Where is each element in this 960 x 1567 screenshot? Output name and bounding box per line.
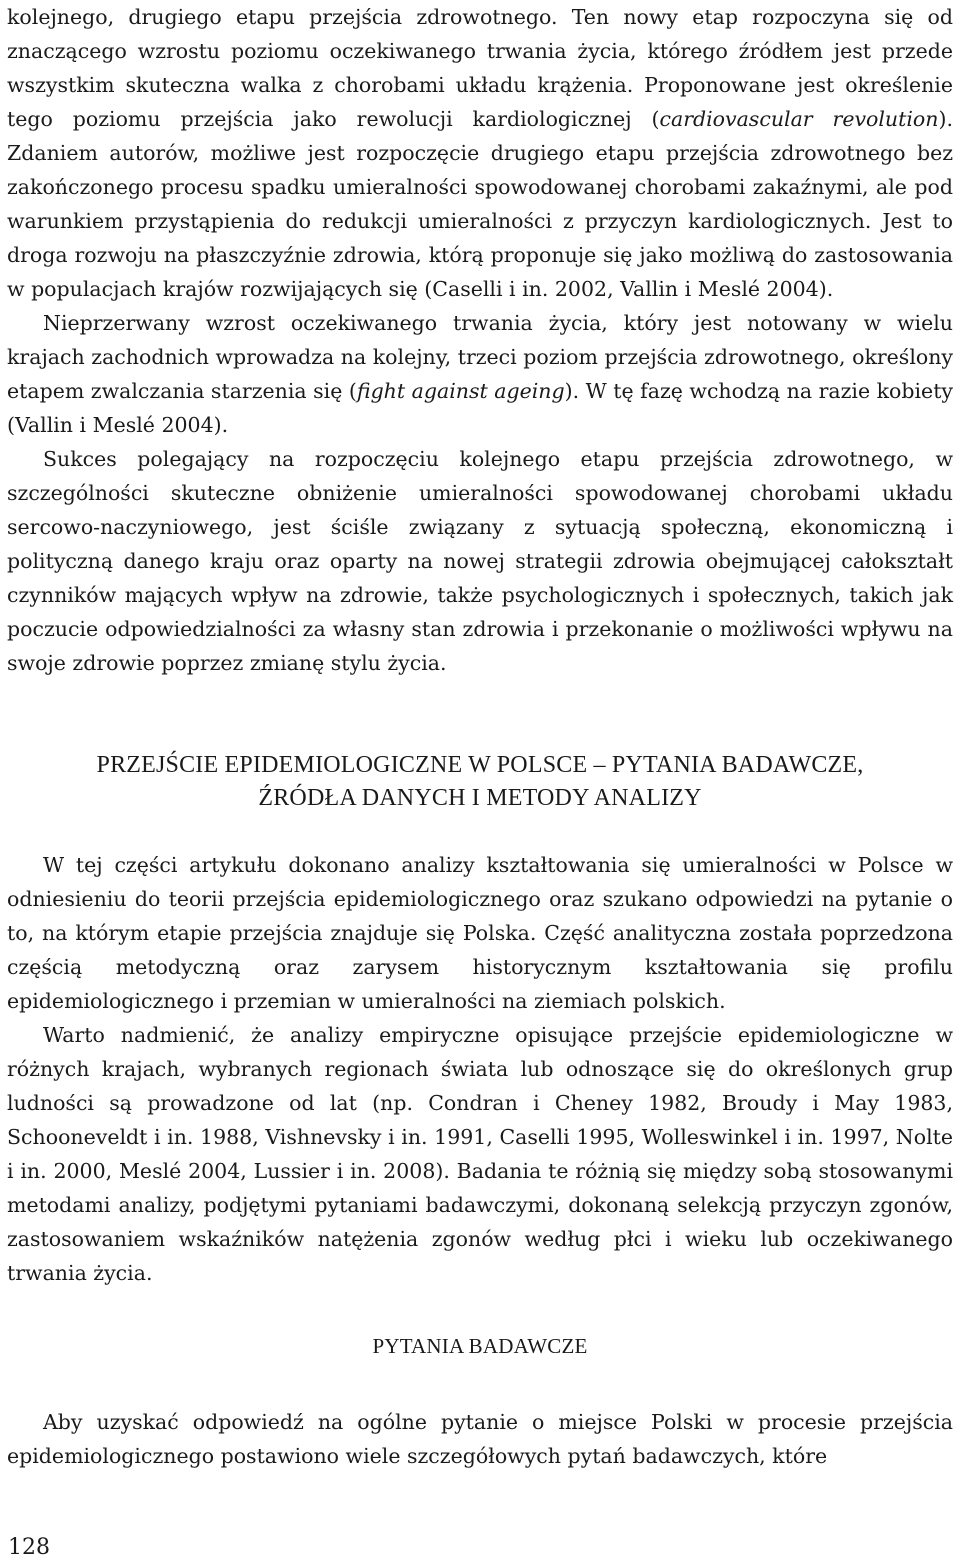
italic-term: fight against ageing	[356, 379, 565, 403]
paragraph	[7, 306, 953, 442]
paragraph	[7, 442, 953, 680]
text-run: ). Zdaniem autorów, możliwe jest rozpoczęcie drugiego etapu przejścia zdrowotnego bez zakończonego procesu spadku umieralności spowodowanej chorobami zakaźnymi, ale pod warunkiem przystąpienia do redukcji umieralności z przyczyn kardiologicznych. Jest to droga rozwoju na płaszczyźnie zdrowia, którą proponuje się jako możliwą do zastosowania w populacjach krajów rozwijających się (Caselli i in. 2002, Vallin i Meslé 2004).	[7, 107, 953, 301]
subsection-heading: PYTANIA BADAWCZE	[372, 1334, 588, 1358]
page-number: 128	[8, 1535, 50, 1560]
paragraph	[7, 1018, 953, 1290]
text-run: Sukces polegający na rozpoczęciu kolejnego etapu przejścia zdrowotnego, w szczególności skuteczne obniżenie umieralności spowodowanej chorobami układu sercowo-naczyniowego, jest ściśle związany z sytuacją społeczną, ekonomiczną i polityczną danego kraju oraz oparty na nowej strategii zdrowia obejmującej całokształt czynników mających wpływ na zdrowie, także psychologicznych i społecznych, takich jak poczucie odpowiedzialności za własny stan zdrowia i przekonanie o możliwości wpływu na swoje zdrowie poprzez zmianę stylu życia.	[7, 447, 953, 675]
page	[7, 0, 953, 1473]
text-run: kolejnego, drugiego etapu przejścia zdrowotnego. Ten nowy etap rozpoczyna się od znaczącego wzrostu poziomu oczekiwanego trwania życia, którego źródłem jest przede wszystkim skuteczna walka z chorobami układu krążenia. Proponowane jest określenie tego poziomu przejścia jako rewolucji kardiologicznej (	[7, 5, 953, 131]
section-heading-line-1: PRZEJŚCIE EPIDEMIOLOGICZNE W POLSCE – PYTANIA BADAWCZE,	[96, 752, 864, 778]
text-run: Aby uzyskać odpowiedź na ogólne pytanie o miejsce Polski w procesie przejścia epidemiologicznego postawiono wiele szczegółowych pytań badawczych, które	[7, 1410, 953, 1468]
section-heading	[7, 749, 953, 815]
paragraph	[7, 1405, 953, 1473]
text-run: W tej części artykułu dokonano analizy kształtowania się umieralności w Polsce w odniesieniu do teorii przejścia epidemiologicznego oraz szukano odpowiedzi na pytanie o to, na którym etapie przejścia znajduje się Polska. Część analityczna została poprzedzona częścią metodyczną oraz zarysem historycznym kształtowania się profilu epidemiologicznego i przemian w umieralności na ziemiach polskich.	[7, 853, 953, 1013]
italic-term: cardiovascular revolution	[659, 107, 939, 131]
paragraph	[7, 848, 953, 1018]
section-heading-line-2: ŹRÓDŁA DANYCH I METODY ANALIZY	[258, 785, 702, 811]
text-run: Warto nadmienić, że analizy empiryczne opisujące przejście epidemiologiczne w różnych krajach, wybranych regionach świata lub odnoszące się do określonych grup ludności są prowadzone od lat (np. Condran i Cheney 1982, Broudy i May 1983, Schooneveldt i in. 1988, Vishnevsky i in. 1991, Caselli 1995, Wolleswinkel i in. 1997, Nolte i in. 2000, Meslé 2004, Lussier i in. 2008). Badania te różnią się między sobą stosowanymi metodami analizy, podjętymi pytaniami badawczymi, dokonaną selekcją przyczyn zgonów, zastosowaniem wskaźników natężenia zgonów według płci i wieku lub oczekiwanego trwania życia.	[7, 1023, 953, 1285]
text-run: ). W tę fazę wchodzą na razie kobiety (Vallin i Meslé 2004).	[7, 379, 954, 437]
text-run: Nieprzerwany wzrost oczekiwanego trwania życia, który jest notowany w wielu krajach zachodnich wprowadza na kolejny, trzeci poziom przejścia zdrowotnego, określony etapem zwalczania starzenia się (	[7, 311, 953, 403]
paragraph-continued	[7, 0, 953, 306]
